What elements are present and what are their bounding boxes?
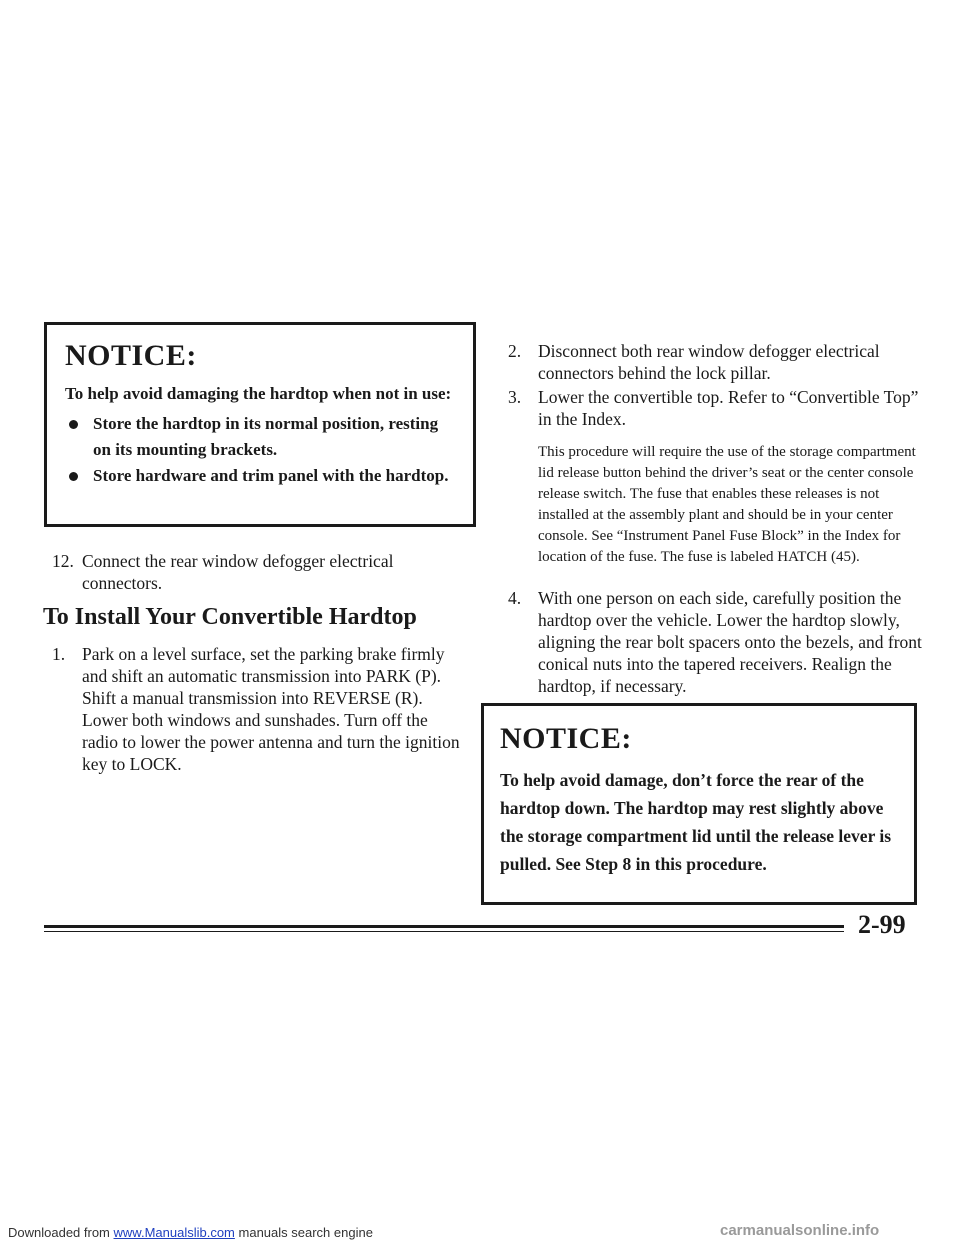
- step-text: Disconnect both rear window defogger electrical connectors behind the lock pillar.: [538, 341, 880, 383]
- footer-rule-thin: [44, 931, 844, 932]
- notice-bullet-list: [65, 411, 457, 489]
- download-footer: Downloaded from www.Manualslib.com manuals search engine: [8, 1225, 373, 1240]
- step-12: [52, 550, 464, 594]
- step-text: Lower the convertible top. Refer to “Convertible Top” in the Index.: [538, 387, 919, 429]
- manualslib-link[interactable]: www.Manualslib.com: [113, 1225, 235, 1240]
- step-4: [508, 587, 926, 697]
- notice-title: NOTICE:: [65, 339, 197, 372]
- step-text: Connect the rear window defogger electrical connectors.: [82, 551, 394, 593]
- footer-rule-thick: [44, 925, 844, 928]
- step-3: [508, 386, 926, 568]
- notice-intro: To help avoid damaging the hardtop when not in use:: [65, 384, 452, 403]
- step-number: 1.: [52, 644, 66, 664]
- notice-title: NOTICE:: [500, 722, 632, 755]
- notice-body: To help avoid damage, don’t force the rear of the hardtop down. The hardtop may rest slightly above the storage compartment lid until the release lever is pulled. See Step 8 in this procedure.: [500, 770, 892, 874]
- step-number: 3.: [508, 387, 522, 407]
- step-1: [52, 643, 468, 775]
- watermark: carmanualsonline.info: [720, 1222, 880, 1239]
- list-item: Store hardware and trim panel with the hardtop.: [65, 463, 457, 489]
- step-text: Park on a level surface, set the parking brake firmly and shift an automatic transmission into PARK (P). Shift a manual transmission into REVERSE (R). Lower both windows and sunshades. Turn off the radio to lower the power antenna and turn the ignition key to LOCK.: [82, 644, 460, 774]
- step-note: This procedure will require the use of the storage compartment lid release button behind the driver’s seat or the center console release switch. The fuse that enables these releases is not installed at the assembly plant and should be in your center console. See “Instrument Panel Fuse Block” in the Index for location of the fuse. The fuse is labeled HATCH (45).: [538, 444, 916, 565]
- step-2: [508, 340, 926, 384]
- bullet-icon: [69, 420, 78, 429]
- step-number: 2.: [508, 341, 522, 361]
- notice-box-right: [481, 703, 917, 905]
- step-number: 12.: [52, 551, 74, 571]
- step-text: With one person on each side, carefully position the hardtop over the vehicle. Lower the hardtop slowly, aligning the rear bolt spacers onto the bezels, and front conical nuts into the tapered receivers. Realign the hardtop, if necessary.: [538, 588, 922, 696]
- bullet-icon: [69, 472, 78, 481]
- list-item: Store the hardtop in its normal position, resting on its mounting brackets.: [65, 411, 457, 463]
- step-number: 4.: [508, 588, 522, 608]
- section-heading: To Install Your Convertible Hardtop: [43, 604, 417, 630]
- notice-box-left: [44, 322, 476, 527]
- page-number: 2-99: [858, 910, 906, 939]
